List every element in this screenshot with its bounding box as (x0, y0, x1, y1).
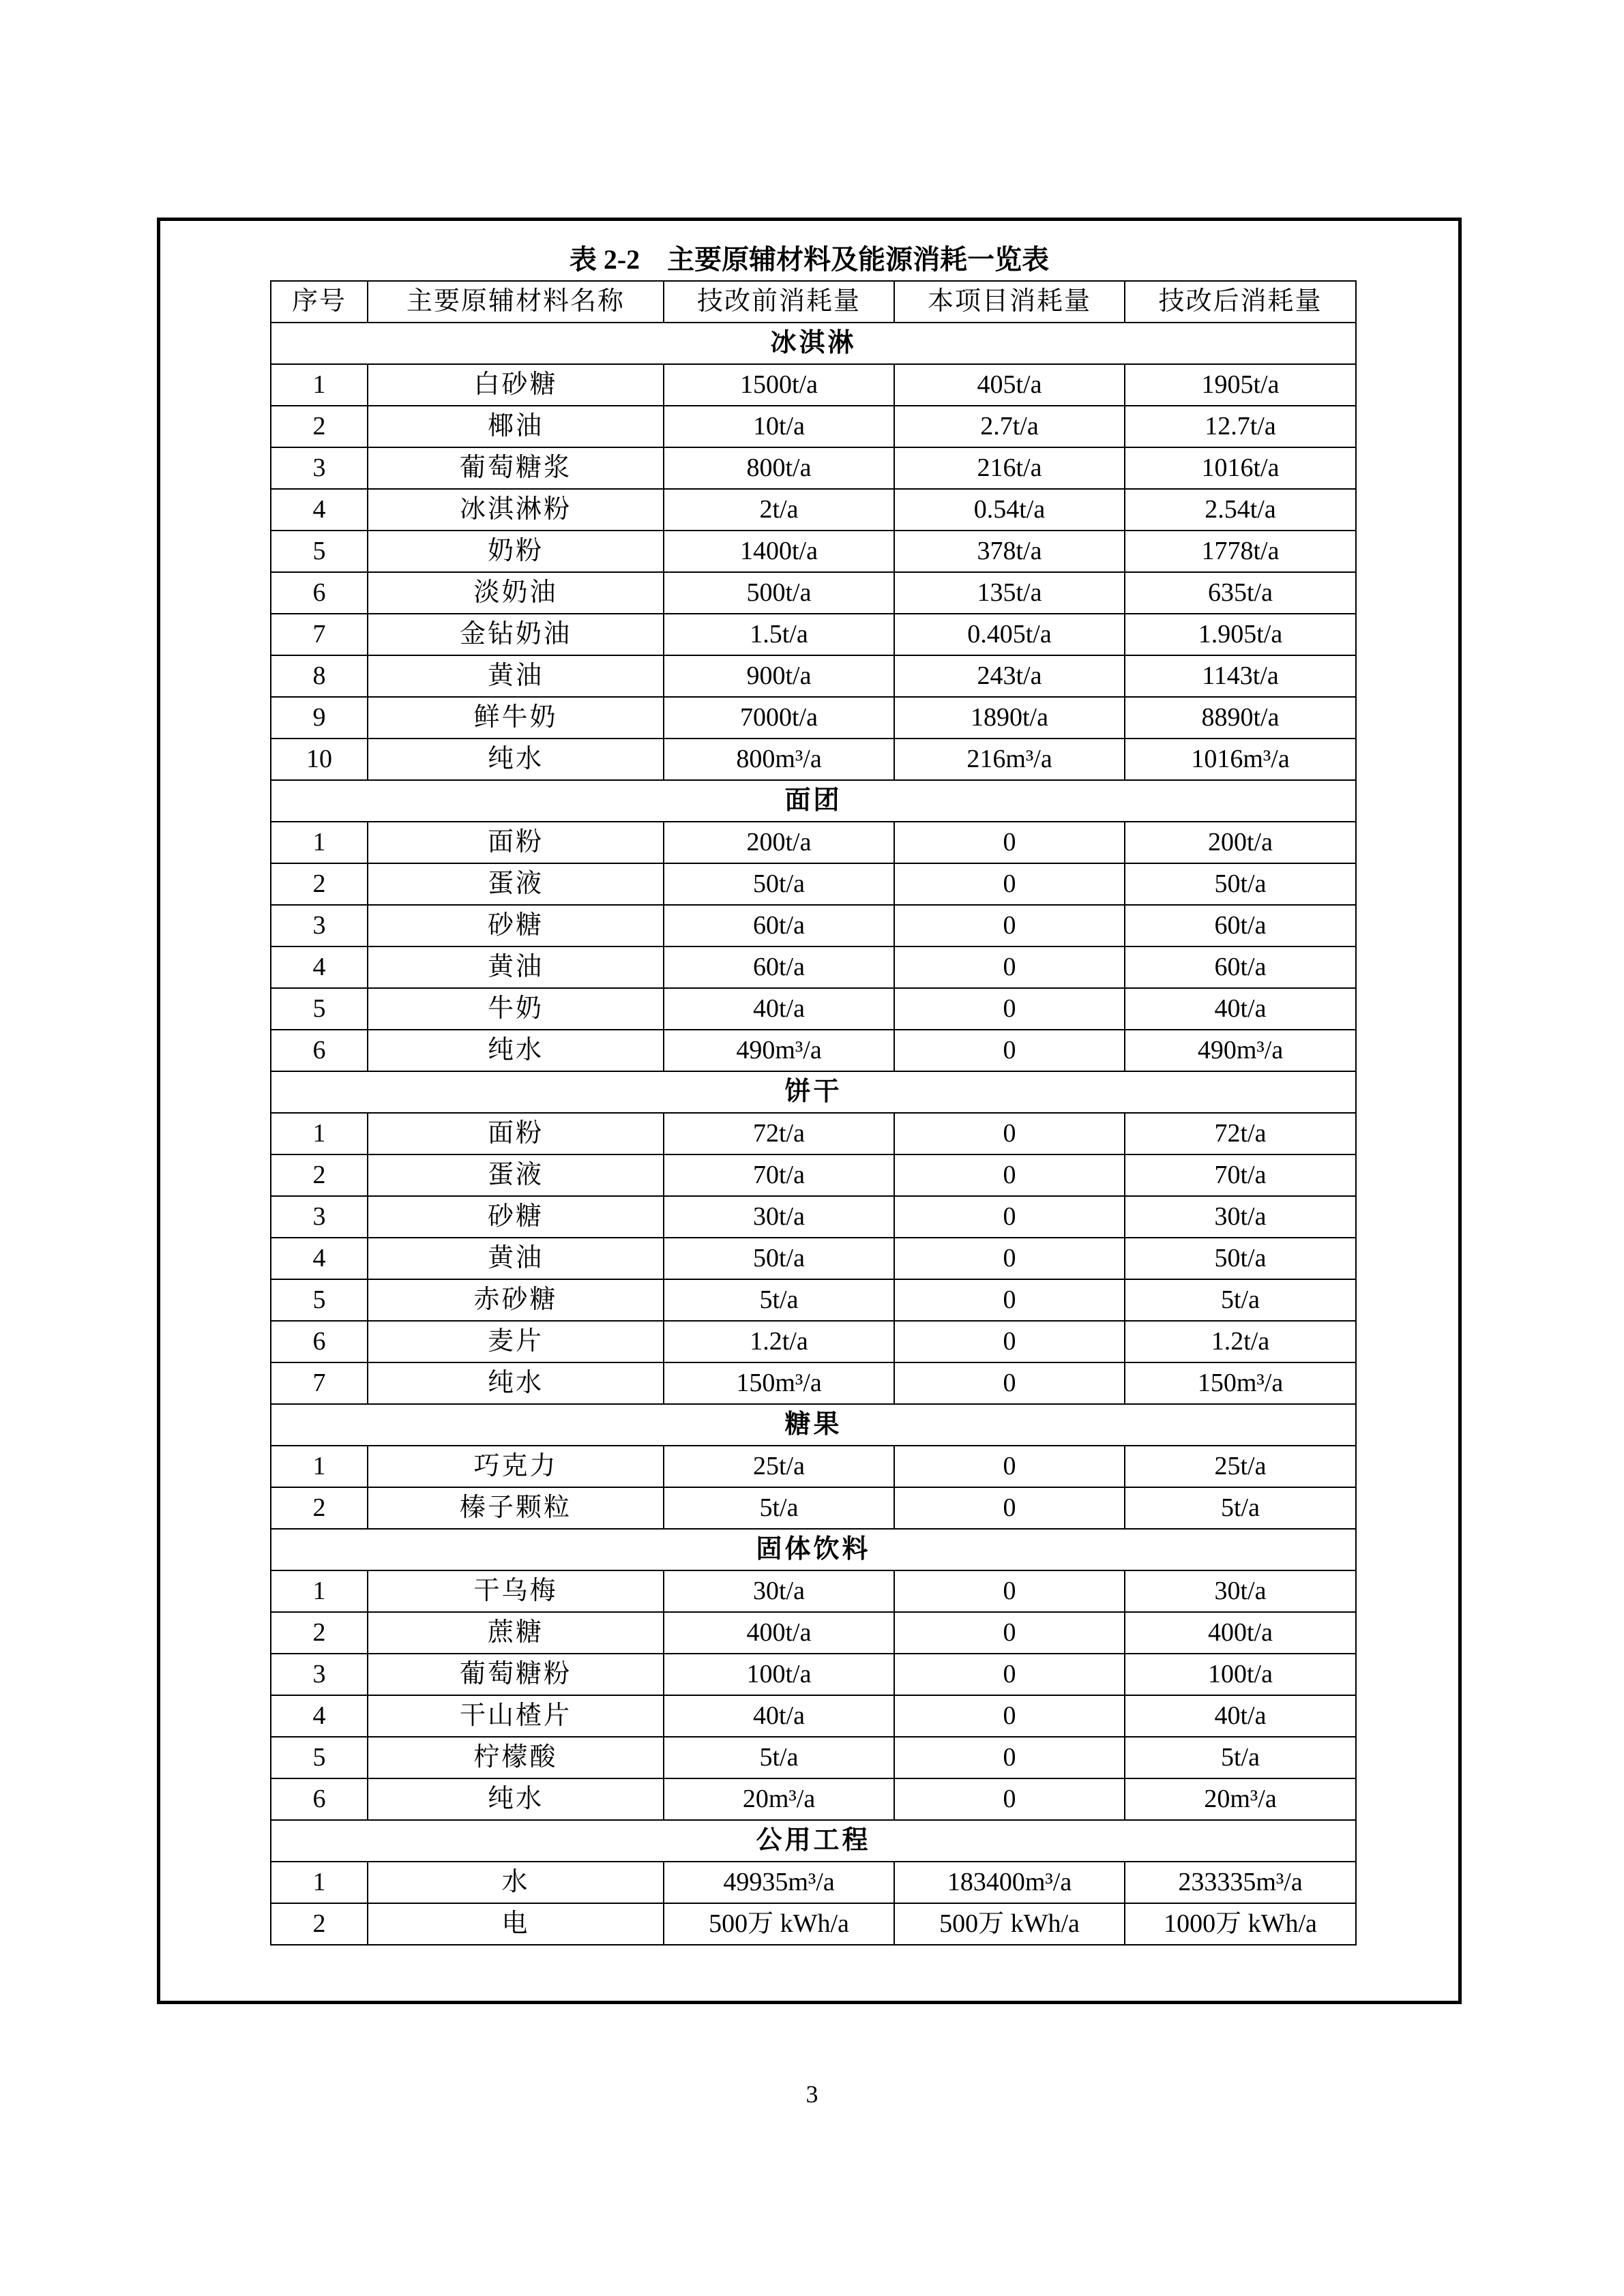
consumption-project: 0 (894, 1612, 1125, 1654)
consumption-before: 500万 kWh/a (664, 1903, 894, 1945)
consumption-after: 50t/a (1125, 1238, 1356, 1279)
material-name: 白砂糖 (368, 364, 664, 406)
row-number: 2 (271, 1154, 368, 1196)
material-name: 麦片 (368, 1321, 664, 1362)
material-name: 面粉 (368, 822, 664, 863)
consumption-after: 12.7t/a (1125, 406, 1356, 447)
consumption-after: 1905t/a (1125, 364, 1356, 406)
material-name: 面粉 (368, 1113, 664, 1154)
table-row (271, 697, 1356, 739)
row-number: 2 (271, 406, 368, 447)
consumption-after: 1000万 kWh/a (1125, 1903, 1356, 1945)
table-row (271, 905, 1356, 946)
row-number: 1 (271, 822, 368, 863)
consumption-project: 0 (894, 1279, 1125, 1321)
consumption-before: 100t/a (664, 1654, 894, 1695)
material-name: 干山楂片 (368, 1695, 664, 1737)
table-row (271, 489, 1356, 531)
table-row (271, 1196, 1356, 1238)
row-number: 8 (271, 655, 368, 697)
consumption-before: 49935m³/a (664, 1862, 894, 1903)
material-name: 鲜牛奶 (368, 697, 664, 739)
consumption-after: 5t/a (1125, 1737, 1356, 1778)
table-row (271, 1612, 1356, 1654)
table-row (271, 1030, 1356, 1071)
table-row (271, 1903, 1356, 1945)
consumption-before: 5t/a (664, 1279, 894, 1321)
consumption-before: 2t/a (664, 489, 894, 531)
table-row (271, 1362, 1356, 1404)
row-number: 2 (271, 1903, 368, 1945)
material-name: 蛋液 (368, 1154, 664, 1196)
row-number: 9 (271, 697, 368, 739)
material-name: 砂糖 (368, 1196, 664, 1238)
consumption-before: 7000t/a (664, 697, 894, 739)
table-row (271, 531, 1356, 572)
section-title: 饼干 (271, 1071, 1356, 1113)
consumption-before: 200t/a (664, 822, 894, 863)
table-row (271, 572, 1356, 614)
consumption-after: 1143t/a (1125, 655, 1356, 697)
consumption-project: 1890t/a (894, 697, 1125, 739)
materials-table (270, 280, 1357, 1945)
material-name: 蔗糖 (368, 1612, 664, 1654)
material-name: 葡萄糖浆 (368, 447, 664, 489)
page-number: 3 (806, 2081, 818, 2108)
material-name: 葡萄糖粉 (368, 1654, 664, 1695)
consumption-before: 10t/a (664, 406, 894, 447)
table-body (271, 281, 1356, 1945)
consumption-after: 50t/a (1125, 863, 1356, 905)
consumption-project: 216t/a (894, 447, 1125, 489)
row-number: 5 (271, 531, 368, 572)
row-number: 6 (271, 1030, 368, 1071)
consumption-before: 40t/a (664, 1695, 894, 1737)
consumption-project: 0 (894, 1487, 1125, 1529)
row-number: 2 (271, 863, 368, 905)
section-row (271, 323, 1356, 364)
consumption-project: 378t/a (894, 531, 1125, 572)
row-number: 4 (271, 946, 368, 988)
consumption-before: 60t/a (664, 905, 894, 946)
material-name: 冰淇淋粉 (368, 489, 664, 531)
consumption-project: 183400m³/a (894, 1862, 1125, 1903)
consumption-before: 150m³/a (664, 1362, 894, 1404)
row-number: 6 (271, 572, 368, 614)
consumption-project: 0 (894, 1362, 1125, 1404)
section-row (271, 1404, 1356, 1446)
consumption-before: 800m³/a (664, 739, 894, 780)
row-number: 3 (271, 1196, 368, 1238)
consumption-after: 1016t/a (1125, 447, 1356, 489)
consumption-project: 0 (894, 1154, 1125, 1196)
table-row (271, 988, 1356, 1030)
consumption-before: 30t/a (664, 1196, 894, 1238)
consumption-before: 60t/a (664, 946, 894, 988)
section-row (271, 780, 1356, 822)
row-number: 2 (271, 1487, 368, 1529)
material-name: 金钻奶油 (368, 614, 664, 655)
table-row (271, 1279, 1356, 1321)
row-number: 3 (271, 1654, 368, 1695)
consumption-before: 1.5t/a (664, 614, 894, 655)
consumption-after: 1.2t/a (1125, 1321, 1356, 1362)
table-caption: 表 2-2 主要原辅材料及能源消耗一览表 (569, 244, 1050, 275)
consumption-after: 490m³/a (1125, 1030, 1356, 1071)
table-row (271, 1113, 1356, 1154)
consumption-project: 0 (894, 1321, 1125, 1362)
material-name: 纯水 (368, 1362, 664, 1404)
consumption-before: 1.2t/a (664, 1321, 894, 1362)
material-name: 牛奶 (368, 988, 664, 1030)
table-header-row (271, 281, 1356, 323)
consumption-project: 500万 kWh/a (894, 1903, 1125, 1945)
table-row (271, 739, 1356, 780)
consumption-before: 1500t/a (664, 364, 894, 406)
material-name: 纯水 (368, 739, 664, 780)
section-title: 冰淇淋 (271, 323, 1356, 364)
consumption-project: 0 (894, 1737, 1125, 1778)
table-row (271, 1862, 1356, 1903)
row-number: 4 (271, 1695, 368, 1737)
column-header-before: 技改前消耗量 (664, 281, 894, 323)
section-title: 糖果 (271, 1404, 1356, 1446)
material-name: 赤砂糖 (368, 1279, 664, 1321)
table-row (271, 1737, 1356, 1778)
material-name: 淡奶油 (368, 572, 664, 614)
material-name: 柠檬酸 (368, 1737, 664, 1778)
table-row (271, 1695, 1356, 1737)
section-row (271, 1071, 1356, 1113)
consumption-after: 5t/a (1125, 1487, 1356, 1529)
consumption-before: 20m³/a (664, 1778, 894, 1820)
table-row (271, 1154, 1356, 1196)
consumption-project: 405t/a (894, 364, 1125, 406)
consumption-project: 0.54t/a (894, 489, 1125, 531)
consumption-after: 150m³/a (1125, 1362, 1356, 1404)
column-header-after: 技改后消耗量 (1125, 281, 1356, 323)
section-row (271, 1529, 1356, 1570)
material-name: 黄油 (368, 655, 664, 697)
consumption-after: 1.905t/a (1125, 614, 1356, 655)
section-title: 固体饮料 (271, 1529, 1356, 1570)
table-row (271, 822, 1356, 863)
consumption-project: 243t/a (894, 655, 1125, 697)
consumption-after: 635t/a (1125, 572, 1356, 614)
material-name: 蛋液 (368, 863, 664, 905)
consumption-project: 0 (894, 863, 1125, 905)
material-name: 黄油 (368, 946, 664, 988)
row-number: 5 (271, 988, 368, 1030)
consumption-after: 1016m³/a (1125, 739, 1356, 780)
section-title: 面团 (271, 780, 1356, 822)
table-row (271, 946, 1356, 988)
column-header-project: 本项目消耗量 (894, 281, 1125, 323)
row-number: 3 (271, 447, 368, 489)
consumption-after: 40t/a (1125, 1695, 1356, 1737)
row-number: 6 (271, 1778, 368, 1820)
consumption-after: 400t/a (1125, 1612, 1356, 1654)
consumption-after: 8890t/a (1125, 697, 1356, 739)
consumption-before: 70t/a (664, 1154, 894, 1196)
consumption-before: 25t/a (664, 1446, 894, 1487)
consumption-after: 25t/a (1125, 1446, 1356, 1487)
consumption-before: 50t/a (664, 863, 894, 905)
consumption-after: 5t/a (1125, 1279, 1356, 1321)
consumption-project: 135t/a (894, 572, 1125, 614)
consumption-after: 40t/a (1125, 988, 1356, 1030)
consumption-before: 900t/a (664, 655, 894, 697)
table-row (271, 406, 1356, 447)
row-number: 6 (271, 1321, 368, 1362)
column-header-no: 序号 (271, 281, 368, 323)
consumption-after: 1778t/a (1125, 531, 1356, 572)
consumption-project: 0 (894, 1654, 1125, 1695)
table-row (271, 863, 1356, 905)
consumption-after: 30t/a (1125, 1570, 1356, 1612)
consumption-after: 70t/a (1125, 1154, 1356, 1196)
row-number: 7 (271, 614, 368, 655)
table-row (271, 1570, 1356, 1612)
consumption-project: 0 (894, 1570, 1125, 1612)
row-number: 5 (271, 1737, 368, 1778)
row-number: 5 (271, 1279, 368, 1321)
consumption-before: 50t/a (664, 1238, 894, 1279)
material-name: 干乌梅 (368, 1570, 664, 1612)
consumption-after: 20m³/a (1125, 1778, 1356, 1820)
section-row (271, 1820, 1356, 1862)
table-row (271, 614, 1356, 655)
material-name: 椰油 (368, 406, 664, 447)
consumption-before: 30t/a (664, 1570, 894, 1612)
consumption-before: 490m³/a (664, 1030, 894, 1071)
table-frame (157, 218, 1462, 2004)
row-number: 10 (271, 739, 368, 780)
consumption-project: 0 (894, 1446, 1125, 1487)
table-row (271, 1654, 1356, 1695)
row-number: 4 (271, 1238, 368, 1279)
consumption-before: 5t/a (664, 1737, 894, 1778)
consumption-after: 2.54t/a (1125, 489, 1356, 531)
consumption-project: 0 (894, 946, 1125, 988)
consumption-project: 0 (894, 1113, 1125, 1154)
table-row (271, 1778, 1356, 1820)
consumption-project: 216m³/a (894, 739, 1125, 780)
consumption-after: 60t/a (1125, 905, 1356, 946)
row-number: 1 (271, 1570, 368, 1612)
consumption-before: 5t/a (664, 1487, 894, 1529)
table-row (271, 364, 1356, 406)
row-number: 7 (271, 1362, 368, 1404)
consumption-project: 0 (894, 1238, 1125, 1279)
row-number: 3 (271, 905, 368, 946)
row-number: 1 (271, 364, 368, 406)
row-number: 4 (271, 489, 368, 531)
consumption-project: 0 (894, 1030, 1125, 1071)
consumption-before: 1400t/a (664, 531, 894, 572)
row-number: 1 (271, 1446, 368, 1487)
consumption-after: 100t/a (1125, 1654, 1356, 1695)
consumption-before: 500t/a (664, 572, 894, 614)
consumption-project: 0 (894, 988, 1125, 1030)
table-row (271, 1487, 1356, 1529)
consumption-project: 0.405t/a (894, 614, 1125, 655)
table-row (271, 447, 1356, 489)
table-row (271, 1321, 1356, 1362)
table-row (271, 1446, 1356, 1487)
consumption-after: 30t/a (1125, 1196, 1356, 1238)
material-name: 水 (368, 1862, 664, 1903)
consumption-before: 72t/a (664, 1113, 894, 1154)
table-row (271, 655, 1356, 697)
consumption-project: 0 (894, 1778, 1125, 1820)
consumption-before: 40t/a (664, 988, 894, 1030)
consumption-before: 800t/a (664, 447, 894, 489)
section-title: 公用工程 (271, 1820, 1356, 1862)
row-number: 1 (271, 1113, 368, 1154)
consumption-after: 233335m³/a (1125, 1862, 1356, 1903)
row-number: 2 (271, 1612, 368, 1654)
consumption-before: 400t/a (664, 1612, 894, 1654)
table-row (271, 1238, 1356, 1279)
material-name: 电 (368, 1903, 664, 1945)
column-header-name: 主要原辅材料名称 (368, 281, 664, 323)
material-name: 纯水 (368, 1778, 664, 1820)
material-name: 奶粉 (368, 531, 664, 572)
material-name: 砂糖 (368, 905, 664, 946)
consumption-project: 2.7t/a (894, 406, 1125, 447)
consumption-after: 200t/a (1125, 822, 1356, 863)
consumption-after: 60t/a (1125, 946, 1356, 988)
consumption-project: 0 (894, 822, 1125, 863)
consumption-project: 0 (894, 1695, 1125, 1737)
consumption-after: 72t/a (1125, 1113, 1356, 1154)
consumption-project: 0 (894, 905, 1125, 946)
material-name: 纯水 (368, 1030, 664, 1071)
consumption-project: 0 (894, 1196, 1125, 1238)
material-name: 榛子颗粒 (368, 1487, 664, 1529)
row-number: 1 (271, 1862, 368, 1903)
material-name: 巧克力 (368, 1446, 664, 1487)
material-name: 黄油 (368, 1238, 664, 1279)
